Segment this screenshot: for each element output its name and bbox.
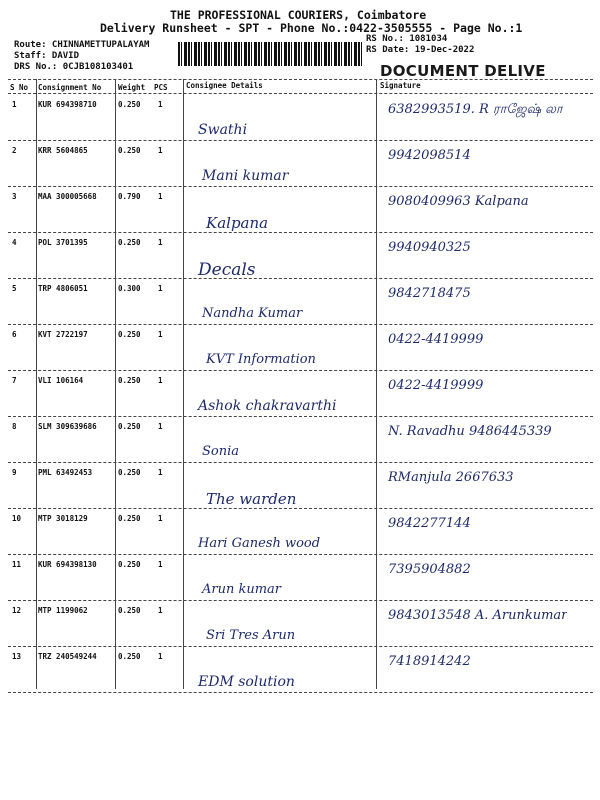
document-delivered-stamp: DOCUMENT DELIVE xyxy=(380,62,546,80)
row-pcs: 1 xyxy=(158,192,163,201)
row-signature-handwritten: 0422-4419999 xyxy=(388,378,484,393)
row-weight: 0.250 xyxy=(118,514,141,523)
route-label: Route: CHINNAMETTUPALAYAM xyxy=(14,40,150,50)
row-separator xyxy=(8,232,593,233)
column-divider-consignment xyxy=(115,79,116,689)
row-consignee-handwritten: EDM solution xyxy=(198,674,295,690)
row-signature-handwritten: 9842718475 xyxy=(388,286,471,301)
row-consignment-no: VLI 106164 xyxy=(38,376,84,385)
staff-label: Staff: DAVID xyxy=(14,51,80,61)
rs-date: RS Date: 19-Dec-2022 xyxy=(366,45,475,55)
row-sno: 10 xyxy=(12,514,22,523)
row-separator xyxy=(8,554,593,555)
row-pcs: 1 xyxy=(158,560,163,569)
row-consignee-handwritten: Sonia xyxy=(202,444,240,459)
column-header-consignee: Consignee Details xyxy=(186,81,263,90)
row-weight: 0.250 xyxy=(118,422,141,431)
row-signature-handwritten: 9940940325 xyxy=(388,240,471,255)
row-signature-handwritten: N. Ravadhu 9486445339 xyxy=(388,424,552,439)
row-sno: 2 xyxy=(12,146,17,155)
row-sno: 11 xyxy=(12,560,22,569)
row-sno: 9 xyxy=(12,468,17,477)
row-separator xyxy=(8,692,593,693)
row-signature-handwritten: 9942098514 xyxy=(388,148,471,163)
row-pcs: 1 xyxy=(158,468,163,477)
row-consignment-no: MTP 1199062 xyxy=(38,606,88,615)
row-pcs: 1 xyxy=(158,330,163,339)
row-weight: 0.250 xyxy=(118,238,141,247)
row-separator xyxy=(8,416,593,417)
row-weight: 0.250 xyxy=(118,560,141,569)
runsheet-subtitle: Delivery Runsheet - SPT - Phone No.:0422-3505555 - Page No.:1 xyxy=(100,21,523,35)
header-top-rule xyxy=(8,79,593,80)
row-consignment-no: TRP 4806051 xyxy=(38,284,88,293)
row-sno: 12 xyxy=(12,606,22,615)
row-pcs: 1 xyxy=(158,238,163,247)
row-weight: 0.250 xyxy=(118,652,141,661)
row-weight: 0.250 xyxy=(118,606,141,615)
row-pcs: 1 xyxy=(158,422,163,431)
column-header-consignment: Consignment No xyxy=(38,83,102,92)
row-consignee-handwritten: Hari Ganesh wood xyxy=(198,536,321,551)
row-sno: 13 xyxy=(12,652,22,661)
row-sno: 5 xyxy=(12,284,17,293)
row-pcs: 1 xyxy=(158,376,163,385)
row-pcs: 1 xyxy=(158,606,163,615)
row-consignment-no: TRZ 240549244 xyxy=(38,652,97,661)
row-weight: 0.790 xyxy=(118,192,141,201)
row-pcs: 1 xyxy=(158,284,163,293)
row-pcs: 1 xyxy=(158,100,163,109)
runsheet-title: THE PROFESSIONAL COURIERS, Coimbatore xyxy=(170,8,427,22)
row-consignee-handwritten: Nandha Kumar xyxy=(202,306,303,321)
row-consignment-no: MTP 3018129 xyxy=(38,514,88,523)
row-pcs: 1 xyxy=(158,146,163,155)
row-sno: 4 xyxy=(12,238,17,247)
row-separator xyxy=(8,278,593,279)
row-separator xyxy=(8,462,593,463)
row-sno: 6 xyxy=(12,330,17,339)
column-divider-pcs xyxy=(183,79,184,689)
row-consignee-handwritten: KVT Information xyxy=(206,352,316,367)
row-signature-handwritten: 7395904882 xyxy=(388,562,471,577)
column-header-signature: Signature xyxy=(380,81,421,90)
row-signature-handwritten: 6382993519. R ராஜேஷ் லா xyxy=(388,102,563,117)
row-separator xyxy=(8,186,593,187)
row-separator xyxy=(8,370,593,371)
row-sno: 3 xyxy=(12,192,17,201)
row-sno: 8 xyxy=(12,422,17,431)
row-consignee-handwritten: The warden xyxy=(206,490,297,508)
row-signature-handwritten: 7418914242 xyxy=(388,654,471,669)
row-weight: 0.300 xyxy=(118,284,141,293)
row-weight: 0.250 xyxy=(118,100,141,109)
row-consignment-no: SLM 309639686 xyxy=(38,422,97,431)
row-sno: 7 xyxy=(12,376,17,385)
row-weight: 0.250 xyxy=(118,146,141,155)
row-pcs: 1 xyxy=(158,652,163,661)
row-consignment-no: KVT 2722197 xyxy=(38,330,88,339)
barcode xyxy=(178,42,363,66)
row-weight: 0.250 xyxy=(118,330,141,339)
column-header-sno: S No xyxy=(10,83,29,92)
rs-number: RS No.: 1081034 xyxy=(366,34,448,44)
row-signature-handwritten: 9842277144 xyxy=(388,516,471,531)
row-separator xyxy=(8,324,593,325)
row-consignment-no: KUR 694398710 xyxy=(38,100,97,109)
column-divider-consignee xyxy=(376,79,377,689)
row-consignment-no: MAA 300005668 xyxy=(38,192,97,201)
row-weight: 0.250 xyxy=(118,468,141,477)
header-bottom-rule xyxy=(8,93,593,94)
row-separator xyxy=(8,600,593,601)
row-consignee-handwritten: Arun kumar xyxy=(202,582,282,597)
row-consignee-handwritten: Sri Tres Arun xyxy=(206,628,296,643)
row-consignee-handwritten: Decals xyxy=(198,260,256,280)
drs-number: DRS No.: 0CJB108103401 xyxy=(14,62,134,72)
row-signature-handwritten: 9843013548 A. Arunkumar xyxy=(388,608,568,623)
row-signature-handwritten: 9080409963 Kalpana xyxy=(388,194,529,209)
row-separator xyxy=(8,646,593,647)
column-divider-sno xyxy=(36,79,37,689)
column-header-weight: Weight xyxy=(118,83,146,92)
row-separator xyxy=(8,508,593,509)
row-weight: 0.250 xyxy=(118,376,141,385)
row-signature-handwritten: 0422-4419999 xyxy=(388,332,484,347)
row-consignment-no: PML 63492453 xyxy=(38,468,93,477)
row-consignee-handwritten: Ashok chakravarthi xyxy=(198,398,337,414)
row-consignment-no: KUR 694398130 xyxy=(38,560,97,569)
row-consignment-no: POL 3701395 xyxy=(38,238,88,247)
row-consignee-handwritten: Mani kumar xyxy=(202,168,289,184)
row-signature-handwritten: RManjula 2667633 xyxy=(388,470,514,485)
column-header-pcs: PCS xyxy=(154,83,168,92)
row-separator xyxy=(8,140,593,141)
row-sno: 1 xyxy=(12,100,17,109)
row-consignee-handwritten: Swathi xyxy=(198,122,248,138)
row-pcs: 1 xyxy=(158,514,163,523)
row-consignee-handwritten: Kalpana xyxy=(206,214,269,232)
row-consignment-no: KRR 5604865 xyxy=(38,146,88,155)
